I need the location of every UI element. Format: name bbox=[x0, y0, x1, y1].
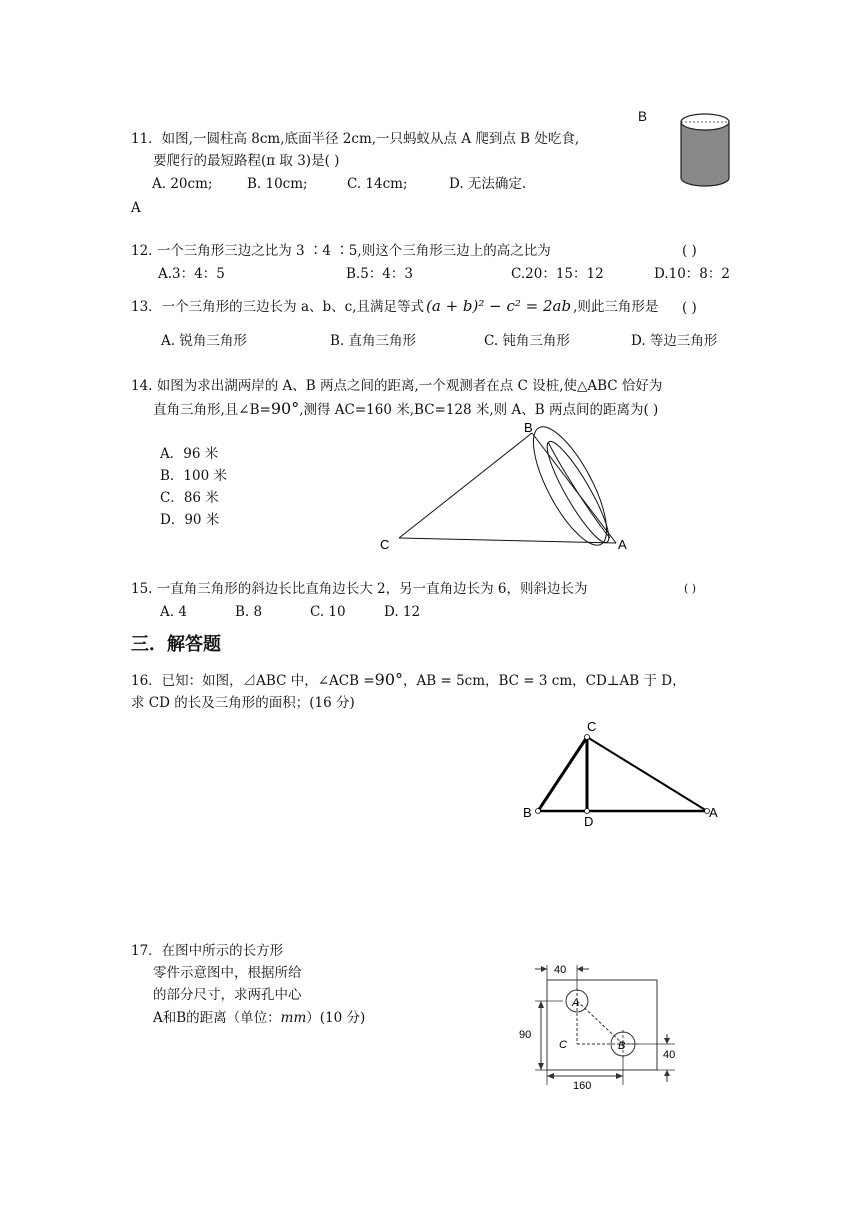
q14-option-b: B．100 米 bbox=[160, 468, 227, 484]
q11-stem-line1: 11．如图,一圆柱高 8cm,底面半径 2cm,一只蚂蚁从点 A 爬到点 B 处吃食, bbox=[131, 131, 580, 147]
q17-label-b: B bbox=[618, 1040, 626, 1052]
q11-stem-line2: 要爬行的最短路程(π 取 3)是( ) bbox=[153, 153, 340, 169]
q14-stem-line2-end: ,测得 AC=160 米,BC=128 米,则 A、B 两点间的距离为( ) bbox=[299, 402, 659, 418]
q17-stem-line4 bbox=[153, 1009, 365, 1027]
q15-option-b: B. 8 bbox=[235, 604, 263, 620]
q16-label-a: A bbox=[709, 805, 718, 820]
q14-stem-line2-start: 直角三角形,且∠B= bbox=[153, 402, 271, 418]
cylinder-figure bbox=[675, 110, 735, 190]
q17-stem-line4-start: A和B的距离（单位： bbox=[153, 1010, 281, 1026]
q11-figure-label-b: B bbox=[638, 109, 648, 124]
q13-option-d: D. 等边三角形 bbox=[631, 333, 718, 349]
q16-stem-line2: 求 CD 的长及三角形的面积；(16 分) bbox=[131, 695, 355, 711]
q17-stem-line4-end: ）(10 分) bbox=[306, 1010, 366, 1026]
q14-label-c: C bbox=[380, 537, 390, 552]
q11-option-a: A. 20cm; bbox=[152, 176, 213, 192]
q15-option-a: A. 4 bbox=[160, 604, 187, 620]
q13-option-c: C. 钝角三角形 bbox=[484, 333, 570, 349]
q13-answer-paren: ( ) bbox=[682, 300, 697, 316]
q13-formula: (a + b)² − c² = 2ab bbox=[426, 297, 572, 315]
q15-option-d: D. 12 bbox=[384, 604, 421, 620]
q12-option-d: D.10：8：2 bbox=[654, 266, 730, 282]
q14-label-b: B bbox=[524, 420, 533, 435]
q13-option-b: B. 直角三角形 bbox=[330, 333, 417, 349]
q15-stem: 15. 一直角三角形的斜边长比直角边长大 2，另一直角边长为 6，则斜边长为 bbox=[131, 581, 588, 597]
lake-triangle-figure bbox=[370, 420, 640, 555]
q13-stem-start: 13．一个三角形的三边长为 a、b、c,且满足等式 bbox=[131, 299, 425, 315]
q12-option-c: C.20：15：12 bbox=[511, 266, 604, 282]
q17-dim-top: 40 bbox=[554, 964, 567, 976]
q17-dim-bottom: 160 bbox=[573, 1080, 592, 1092]
q16-label-c: C bbox=[587, 719, 597, 734]
q14-option-c: C．86 米 bbox=[160, 490, 219, 506]
q13-stem bbox=[131, 297, 658, 316]
q17-label-a: A bbox=[572, 997, 580, 1009]
q16-stem-line1-start: 16．已知：如图，⊿ABC 中，∠ACB = bbox=[131, 673, 375, 689]
right-triangle-figure bbox=[515, 715, 725, 830]
q14-stem-line1: 14. 如图为求出湖两岸的 A、B 两点之间的距离,一个观测者在点 C 设桩,使△ABC 恰好为 bbox=[131, 378, 663, 394]
q16-stem-line1 bbox=[131, 671, 686, 690]
q16-angle: 90° bbox=[374, 670, 403, 689]
q11-option-b: B. 10cm; bbox=[247, 176, 308, 192]
q11-option-d: D. 无法确定. bbox=[449, 176, 527, 192]
q11-option-c: C. 14cm; bbox=[347, 176, 408, 192]
q17-dim-right: 40 bbox=[663, 1049, 676, 1061]
q13-option-a: A. 锐角三角形 bbox=[161, 333, 247, 349]
section-heading: 三．解答题 bbox=[131, 634, 221, 655]
q17-stem-line3: 的部分尺寸，求两孔中心 bbox=[153, 987, 302, 1003]
q17-unit: mm bbox=[280, 1010, 307, 1026]
q15-answer-paren: ( ) bbox=[684, 582, 697, 595]
q16-stem-line1-end: ，AB = 5cm，BC = 3 cm，CD⊥AB 于 D， bbox=[403, 673, 686, 689]
q16-label-b: B bbox=[523, 805, 532, 820]
q12-option-b: B.5：4：3 bbox=[346, 266, 413, 282]
q11-figure-label-a: A bbox=[131, 200, 141, 216]
q12-answer-paren: ( ) bbox=[682, 243, 697, 259]
rectangular-part-figure bbox=[515, 960, 690, 1095]
q12-option-a: A.3：4：5 bbox=[158, 266, 225, 282]
q16-label-d: D bbox=[584, 814, 594, 829]
q14-stem-line2 bbox=[153, 400, 658, 419]
q14-angle: 90° bbox=[270, 399, 300, 418]
q17-dim-left: 90 bbox=[519, 1029, 532, 1041]
q14-label-a: A bbox=[618, 537, 627, 552]
q13-stem-end: ,则此三角形是 bbox=[573, 299, 659, 315]
q14-option-d: D．90 米 bbox=[160, 512, 220, 528]
q17-stem-line2: 零件示意图中，根据所给 bbox=[153, 965, 302, 981]
q12-stem: 12. 一个三角形三边之比为 3 ∶4 ∶5,则这个三角形三边上的高之比为 bbox=[131, 243, 551, 259]
q17-stem-line1: 17．在图中所示的长方形 bbox=[131, 943, 284, 959]
q15-option-c: C. 10 bbox=[310, 604, 346, 620]
q14-option-a: A．96 米 bbox=[160, 446, 219, 462]
q17-label-c: C bbox=[559, 1039, 567, 1051]
